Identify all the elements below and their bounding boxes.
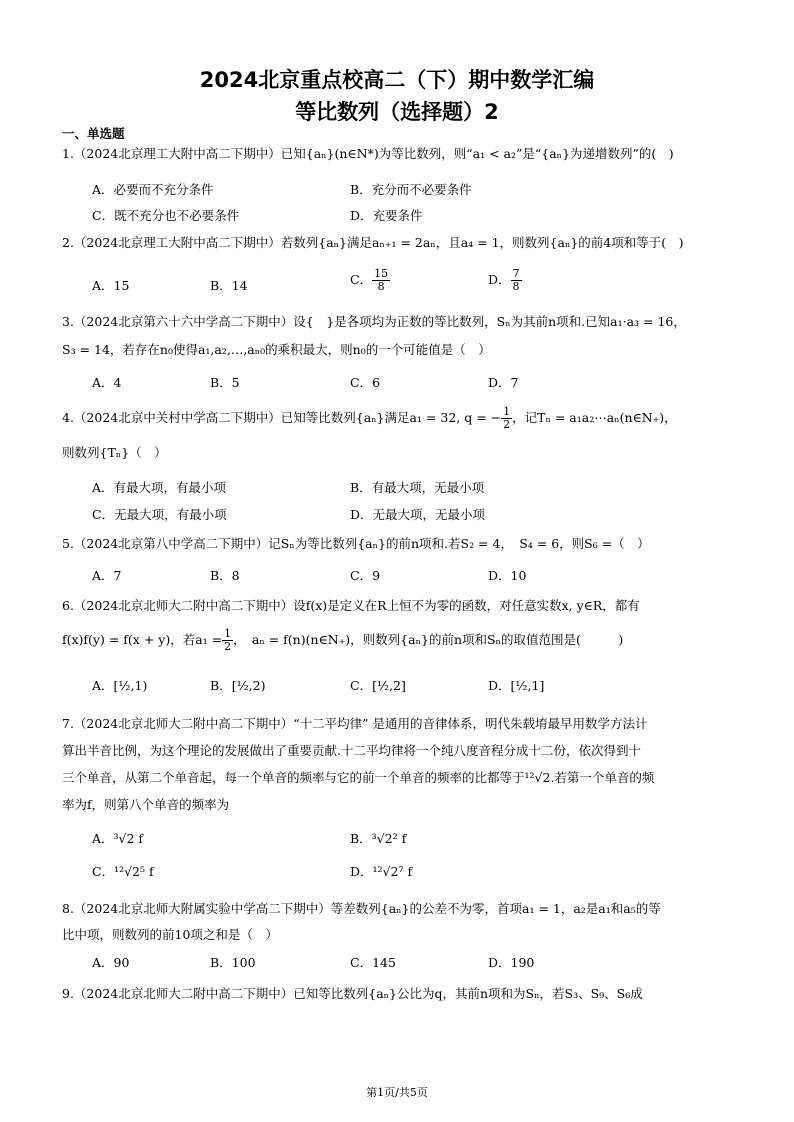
question-1: 1.（2024北京理工大附中高二下期中）已知{aₙ}(n∈N*)为等比数列，则“a₁ < a₂”是“{aₙ}为递增数列”的( ) [62, 146, 674, 161]
q1-option-b: B．充分而不必要条件 [350, 182, 472, 197]
question-8-line2: 比中项，则数列的前10项之和是（ ） [62, 927, 278, 942]
page-subtitle: 等比数列（选择题）2 [295, 100, 499, 124]
question-7-line1: 7.（2024北京北师大二附中高二下期中）“十二平均律” 是通用的音律体系，明代朱载堉最早用数学方法计 [62, 716, 648, 731]
q4-option-b: B．有最大项，无最小项 [350, 480, 485, 495]
q2-option-a: A．15 [92, 278, 130, 293]
q1-option-c: C．既不充分也不必要条件 [92, 208, 240, 223]
question-5: 5.（2024北京第八中学高二下期中）记Sₙ为等比数列{aₙ}的前n项和.若S₂ = 4， S₄ = 6，则S₆ =（ ） [62, 536, 650, 551]
q1-option-d: D．充要条件 [350, 208, 423, 223]
q8-option-d: D．190 [488, 955, 535, 970]
q7-option-b: B．³√2² f [350, 831, 407, 846]
question-6-line2: f(x)f(y) = f(x + y)，若a₁ = $\frac{1}{2}$ ， aₙ = f(n)(n∈N₊)，则数列{aₙ}的前n项和Sₙ的取值范围是( ) [62, 626, 624, 653]
q7-option-a: A．³√2 f [92, 831, 144, 846]
q2-option-b: B．14 [210, 278, 248, 293]
question-8-line1: 8.（2024北京北师大附属实验中学高二下期中）等差数列{aₙ}的公差不为零，首项a₁ = 1，a₂是a₁和a₅的等 [62, 901, 661, 916]
question-7-line4: 率为f，则第八个单音的频率为 [62, 797, 230, 812]
q1-option-a: A．必要而不充分条件 [92, 182, 214, 197]
question-2: 2.（2024北京理工大附中高二下期中）若数列{aₙ}满足aₙ₊₁ = 2aₙ，且a₄ = 1，则数列{aₙ}的前4项和等于( ) [62, 235, 684, 250]
q4-option-c: C．无最大项，有最小项 [92, 507, 227, 522]
q8-option-a: A．90 [92, 955, 130, 970]
q3-option-a: A．4 [92, 375, 122, 390]
page-title: 2024北京重点校高二（下）期中数学汇编 [199, 68, 595, 92]
question-7-line3: 三个单音，从第二个单音起，每一个单音的频率与它的前一个单音的频率的比都等于¹²√2.若第一个单音的频 [62, 770, 655, 785]
question-6-line1: 6.（2024北京北师大二附中高二下期中）设f(x)是定义在R上恒不为零的函数，对任意实数x, y∈R，都有 [62, 598, 640, 613]
question-3-line2: S₃ = 14，若存在n₀使得a₁,a₂,…,aₙ₀的乘积最大，则n₀的一个可能值是（ ） [62, 342, 491, 357]
q5-option-c: C．9 [350, 568, 381, 583]
section-heading: 一、单选题 [62, 126, 125, 141]
q4-option-a: A．有最大项，有最小项 [92, 480, 227, 495]
q6-option-a: A．[½,1) [92, 678, 148, 693]
q3-option-d: D．7 [488, 375, 519, 390]
question-4-line2: 则数列{Tₙ}（ ） [62, 445, 167, 460]
q5-option-a: A．7 [92, 568, 122, 583]
q3-option-c: C．6 [350, 375, 381, 390]
question-9: 9.（2024北京北师大二附中高二下期中）已知等比数列{aₙ}公比为q，其前n项和为Sₙ，若S₃、S₉、S₆成 [62, 986, 643, 1001]
q8-option-b: B．100 [210, 955, 256, 970]
question-3-line1: 3.（2024北京第六十六中学高二下期中）设{ }是各项均为正数的等比数列，Sₙ为其前n项和.已知a₁·a₃ = 16， [62, 314, 686, 329]
q6-option-c: C．[½,2] [350, 678, 406, 693]
q2-option-c: C． $\frac{15}{8}$ [350, 267, 389, 294]
q4-option-d: D．无最大项，无最小项 [350, 507, 486, 522]
q3-option-b: B．5 [210, 375, 240, 390]
q5-option-d: D．10 [488, 568, 527, 583]
q8-option-c: C．145 [350, 955, 396, 970]
q2-option-d: D． $\frac{7}{8}$ [488, 267, 520, 294]
question-4-line1: 4.（2024北京中关村中学高二下期中）已知等比数列{aₙ}满足a₁ = 32, q = − $\frac{1}{2}$ ，记Tₙ = a₁a₂⋯aₙ(n∈N₊)， [62, 404, 677, 431]
q7-option-c: C．¹²√2⁵ f [92, 864, 154, 879]
page-footer: 第1页/共5页 [366, 1086, 428, 1099]
q6-option-d: D．[½,1] [488, 678, 545, 693]
q5-option-b: B．8 [210, 568, 240, 583]
question-7-line2: 算出半音比例，为这个理论的发展做出了重要贡献.十二平均律将一个纯八度音程分成十二份，依次得到十 [62, 743, 641, 758]
q6-option-b: B．[½,2) [210, 678, 266, 693]
q7-option-d: D．¹²√2⁷ f [350, 864, 413, 879]
